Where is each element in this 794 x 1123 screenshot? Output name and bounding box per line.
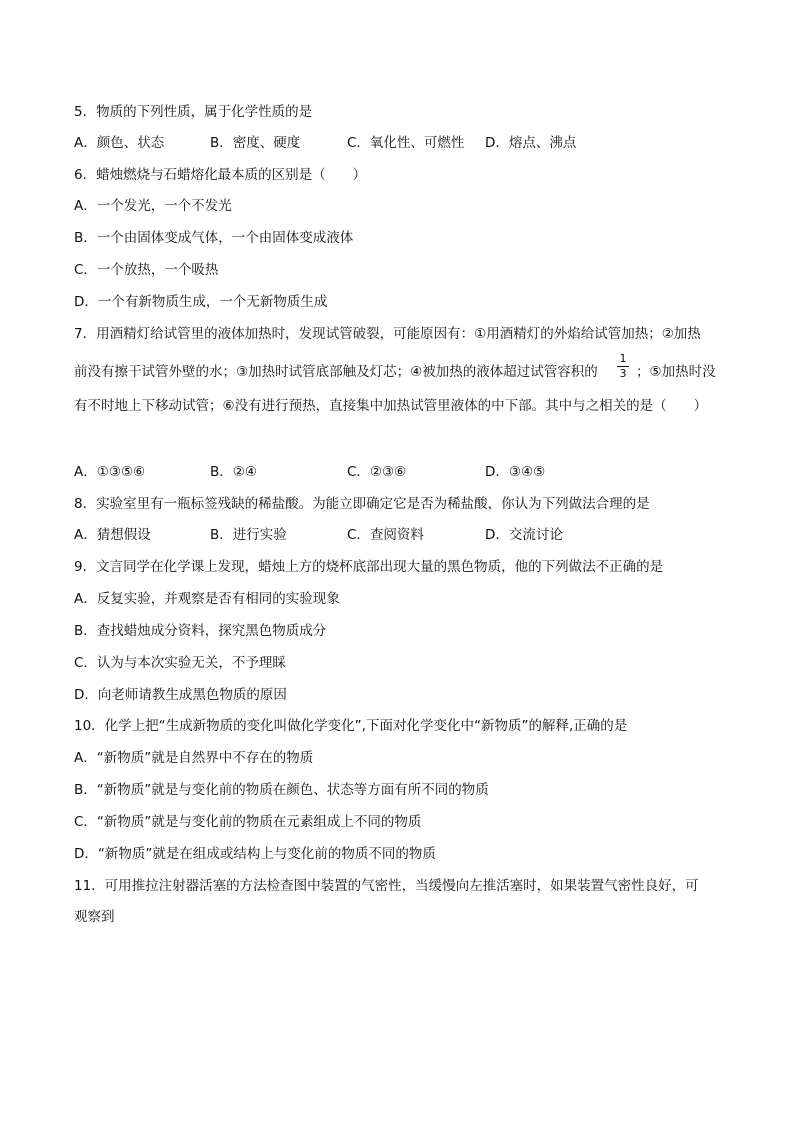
q8-stem: 8．实验室里有一瓶标签残缺的稀盐酸。为能立即确定它是否为稀盐酸，你认为下列做法合理的是: [74, 496, 650, 512]
q10-option-b: B．“新物质”就是与变化前的物质在颜色、状态等方面有所不同的物质: [74, 782, 489, 798]
q6-option-b: B．一个由固体变成气体，一个由固体变成液体: [74, 230, 354, 246]
q9-option-c: C．认为与本次实验无关，不予理睬: [74, 655, 286, 671]
q5-option-a: A．颜色、状态: [74, 135, 165, 151]
q7-stem-line2: [74, 362, 598, 382]
q7-option-a: A．①③⑤⑥: [74, 464, 146, 480]
q7-option-b: B．②④: [210, 464, 257, 480]
q8-option-d: D．交流讨论: [485, 527, 563, 543]
q8-option-a: A．猜想假设: [74, 527, 151, 543]
q9-option-a: A．反复实验，并观察是否有相同的实验现象: [74, 591, 340, 607]
q6-stem: 6．蜡烛燃烧与石蜡熔化最本质的区别是（ ）: [74, 167, 367, 183]
q7-stem-line2-part2: ；⑤加热时没: [636, 364, 716, 380]
q9-option-b: B．查找蜡烛成分资料，探究黑色物质成分: [74, 623, 327, 639]
q10-stem: 10．化学上把“生成新物质的变化叫做化学变化”,下面对化学变化中“新物质”的解释,正确的是: [74, 718, 628, 734]
q5-option-c: C．氧化性、可燃性: [347, 135, 465, 151]
q6-option-d: D．一个有新物质生成，一个无新物质生成: [74, 294, 328, 310]
q5-stem: 5．物质的下列性质，属于化学性质的是: [74, 104, 313, 120]
q8-option-c: C．查阅资料: [347, 527, 424, 543]
q9-stem: 9．文言同学在化学课上发现，蜡烛上方的烧杯底部出现大量的黑色物质，他的下列做法不正确的是: [74, 559, 664, 575]
q7-option-d: D．③④⑤: [485, 464, 546, 480]
q7-option-c: C．②③⑥: [347, 464, 407, 480]
fraction-one-third: [617, 353, 629, 380]
q6-option-c: C．一个放热，一个吸热: [74, 262, 219, 278]
q5-option-d: D．熔点、沸点: [485, 135, 577, 151]
q7-stem-line2-part1: 前没有擦干试管外壁的水；③加热时试管底部触及灯芯；④被加热的液体超过试管容积的: [74, 364, 598, 380]
q7-stem-line1: 7．用酒精灯给试管里的液体加热时，发现试管破裂，可能原因有：①用酒精灯的外焰给试管加热；②加热: [74, 326, 701, 342]
q7-stem-line3: 有不时地上下移动试管；⑥没有进行预热，直接集中加热试管里液体的中下部。其中与之相关的是（ ）: [74, 398, 708, 414]
q11-stem-line2: 观察到: [74, 909, 115, 925]
q5-option-b: B．密度、硬度: [210, 135, 301, 151]
q10-option-a: A．“新物质”就是自然界中不存在的物质: [74, 750, 314, 766]
fraction-denominator: 3: [619, 367, 627, 380]
q8-option-b: B．进行实验: [210, 527, 287, 543]
q9-option-d: D．向老师请教生成黑色物质的原因: [74, 687, 287, 703]
q11-stem-line1: 11．可用推拉注射器活塞的方法检查图中装置的气密性，当缓慢向左推活塞时，如果装置气密性良好，可: [74, 878, 699, 894]
fraction-numerator: 1: [619, 352, 627, 365]
q10-option-d: D．“新物质”就是在组成或结构上与变化前的物质不同的物质: [74, 846, 436, 862]
q6-option-a: A．一个发光，一个不发光: [74, 198, 232, 214]
q10-option-c: C．“新物质”就是与变化前的物质在元素组成上不同的物质: [74, 814, 422, 830]
